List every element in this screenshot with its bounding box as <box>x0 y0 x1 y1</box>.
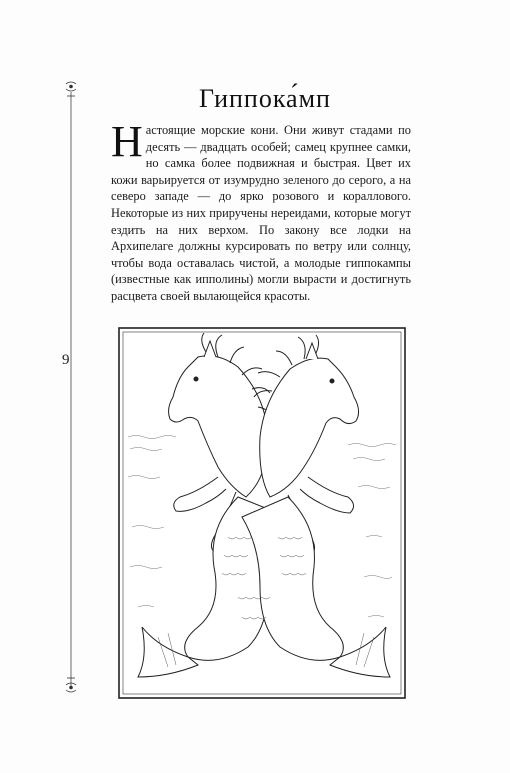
entry-paragraph <box>111 117 411 305</box>
page-number: 9 <box>62 352 70 368</box>
page-title: Гиппока́мп <box>199 84 331 113</box>
hippocamp-illustration <box>118 327 406 699</box>
margin-ornament-rule <box>64 80 78 700</box>
drop-cap-letter: Н <box>111 117 143 166</box>
paragraph-text: астоящие морские кони. Они живут стадами по десять — двадцать особей; самец крупнее самки, но самка более подвижная и быстрая. Цвет их кожи варьируется от изумрудно зеленого до серого, а на северо западе — до ярко розового и кораллового. Некоторые из них приручены нереидами, которые могут ездить на них верхом. По закону все лодки на Архипелаге должны курсировать по ветру или солнцу, чтобы вода оставалась чистой, а молодые гиппокампы (известные как ипполины) могли вырасти и достигнуть расцвета своей вылающейся красоты. <box>111 123 411 303</box>
